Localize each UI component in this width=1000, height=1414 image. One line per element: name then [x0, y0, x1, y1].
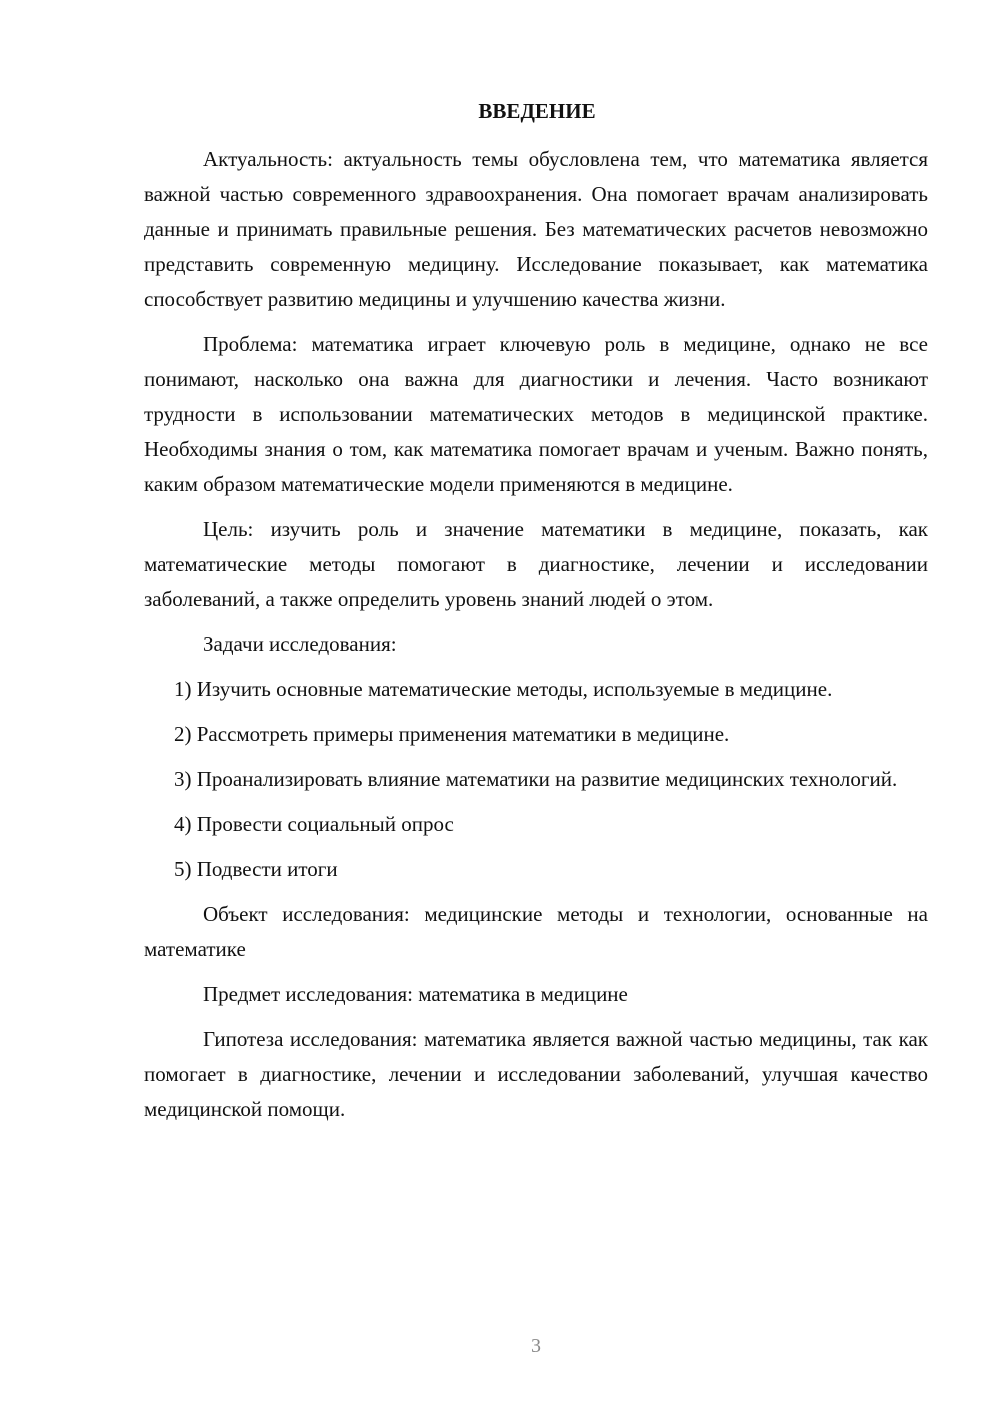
research-object-paragraph: Объект исследования: медицинские методы и технологии, основанные на математике	[144, 902, 928, 961]
tasks-heading: Задачи исследования:	[203, 632, 397, 656]
page-title: ВВЕДЕНИЕ	[478, 99, 596, 123]
page-number: 3	[531, 1335, 541, 1357]
task-item-5: 5) Подвести итоги	[174, 857, 338, 881]
task-item-4: 4) Провести социальный опрос	[174, 812, 454, 836]
relevance-paragraph: Актуальность: актуальность темы обусловлена тем, что математика является важной частью современного здравоохранения. Она помогает врачам анализировать данные и принимать правильные решения. Без математических расчетов невозможно представить современную медицину. Исследование показывает, как математика способствует развитию медицины и улучшению качества жизни.	[144, 147, 928, 311]
page-content	[144, 94, 928, 1137]
task-item-3: 3) Проанализировать влияние математики на развитие медицинских технологий.	[174, 767, 898, 791]
research-subject-paragraph: Предмет исследования: математика в медицине	[203, 982, 628, 1006]
problem-paragraph: Проблема: математика играет ключевую роль в медицине, однако не все понимают, насколько она важна для диагностики и лечения. Часто возникают трудности в использовании математических методов в медицинской практике. Необходимы знания о том, как математика помогает врачам и ученым. Важно понять, каким образом математические модели применяются в медицине.	[144, 332, 928, 496]
task-item-1: 1) Изучить основные математические методы, используемые в медицине.	[174, 677, 833, 701]
hypothesis-paragraph: Гипотеза исследования: математика является важной частью медицины, так как помогает в диагностике, лечении и исследовании заболеваний, улучшая качество медицинской помощи.	[144, 1027, 928, 1121]
goal-paragraph: Цель: изучить роль и значение математики в медицине, показать, как математические методы помогают в диагностике, лечении и исследовании заболеваний, а также определить уровень знаний людей о этом.	[144, 517, 928, 611]
task-item-2: 2) Рассмотреть примеры применения математики в медицине.	[174, 722, 730, 746]
